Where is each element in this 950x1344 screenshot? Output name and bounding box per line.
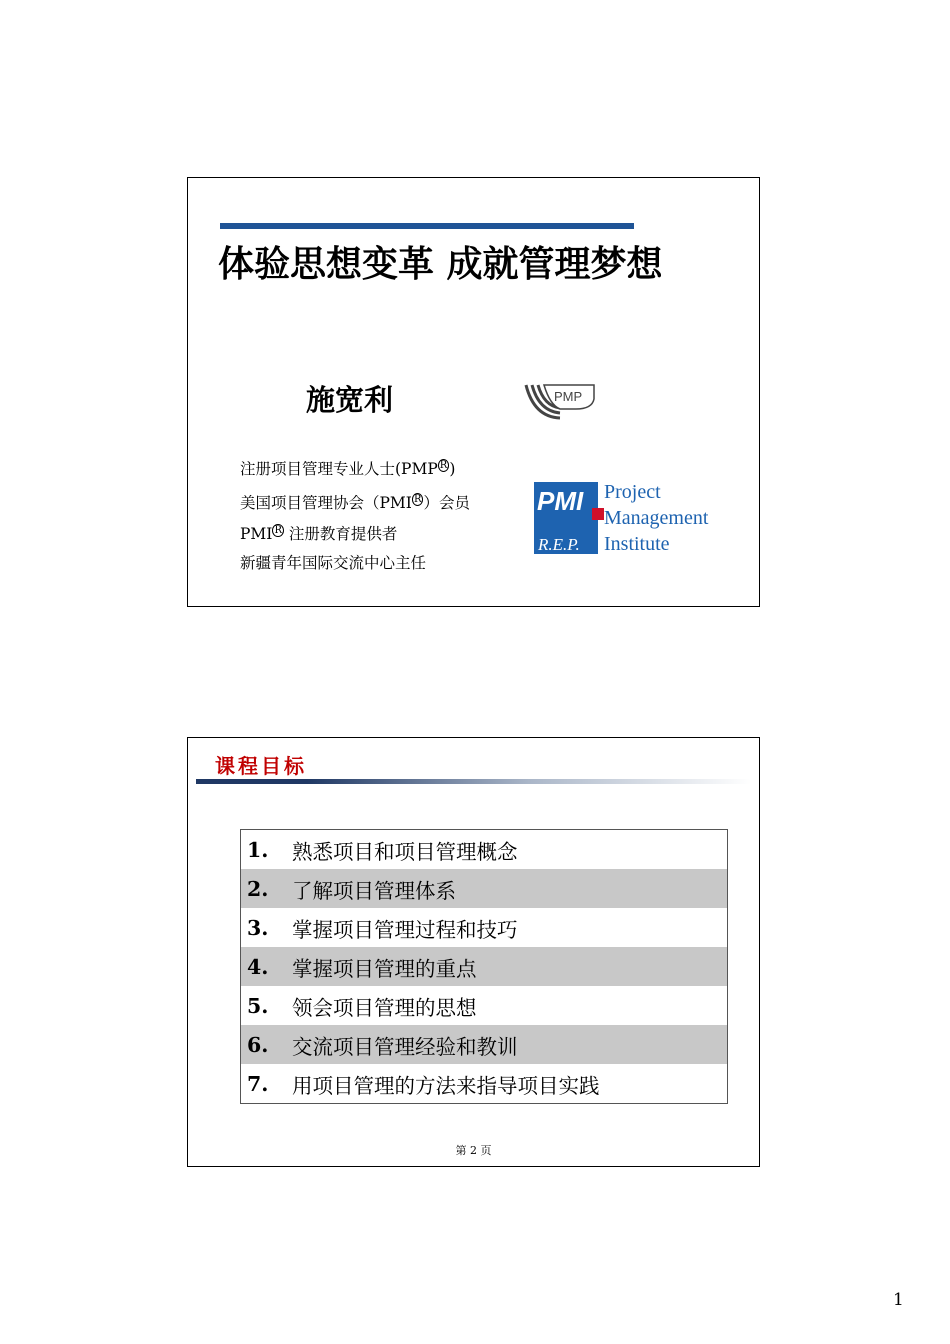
pmp-logo-icon [524, 381, 596, 421]
credential-2-text: 美国项目管理协会（PMI [240, 494, 412, 512]
goal-number: 3. [247, 915, 269, 940]
slide-2 [187, 737, 760, 1167]
goal-text: 熟悉项目和项目管理概念 [292, 839, 518, 864]
title-underline [196, 779, 751, 784]
goal-number: 6. [247, 1032, 269, 1057]
slide-1 [187, 177, 760, 607]
credential-2 [240, 491, 470, 513]
goal-text: 领会项目管理的思想 [292, 995, 477, 1020]
goal-number: 7. [247, 1071, 269, 1096]
goal-row [241, 1025, 727, 1064]
goal-text: 掌握项目管理的重点 [292, 956, 477, 981]
slide-title: 体验思想变革 成就管理梦想 [218, 244, 663, 285]
credential-4 [240, 551, 426, 573]
credential-2-tail: ）会员 [423, 494, 470, 512]
document-page-number: 1 [893, 1290, 904, 1310]
goal-text: 用项目管理的方法来指导项目实践 [292, 1073, 600, 1098]
registered-mark-icon: R [413, 493, 422, 505]
credential-1 [240, 457, 455, 479]
goal-number: 4. [247, 954, 269, 979]
goal-number: 5. [247, 993, 269, 1018]
goal-text: 掌握项目管理过程和技巧 [292, 917, 518, 942]
goal-number: 2. [247, 876, 269, 901]
credential-1-text: 注册项目管理专业人士(PMP [240, 460, 438, 478]
credential-4-text: 新疆青年国际交流中心主任 [240, 554, 427, 572]
credential-3 [240, 522, 397, 544]
pmi-rep-text: R.E.P. [538, 535, 580, 554]
goal-row [241, 986, 727, 1025]
goal-row [241, 830, 727, 869]
author-name: 施宽利 [306, 383, 394, 417]
goal-number: 1. [247, 837, 269, 862]
goals-table [240, 829, 728, 1104]
goal-row [241, 1064, 727, 1103]
goal-text: 交流项目管理经验和教训 [292, 1034, 518, 1059]
goal-text: 了解项目管理体系 [292, 878, 456, 903]
pmi-mark-text: PMI [537, 486, 584, 516]
registered-mark-icon: R [274, 524, 282, 536]
credential-3-text: PMI [240, 525, 273, 543]
pmi-line-management: Management [604, 507, 709, 529]
pmi-line-project: Project [604, 481, 661, 503]
pmi-rep-logo-icon [534, 478, 714, 558]
goal-row [241, 908, 727, 947]
title-accent-bar [220, 223, 634, 229]
goal-row [241, 869, 727, 908]
pmp-logo-text: PMP [554, 389, 583, 404]
credential-3-tail: 注册教育提供者 [283, 525, 398, 543]
goal-row [241, 947, 727, 986]
credential-1-tail: ) [449, 460, 456, 478]
slide-page-label: 第 2 页 [455, 1144, 492, 1157]
pmi-line-institute: Institute [604, 533, 670, 555]
registered-mark-icon: R [439, 459, 448, 471]
slide-2-title: 课程目标 [215, 754, 307, 778]
